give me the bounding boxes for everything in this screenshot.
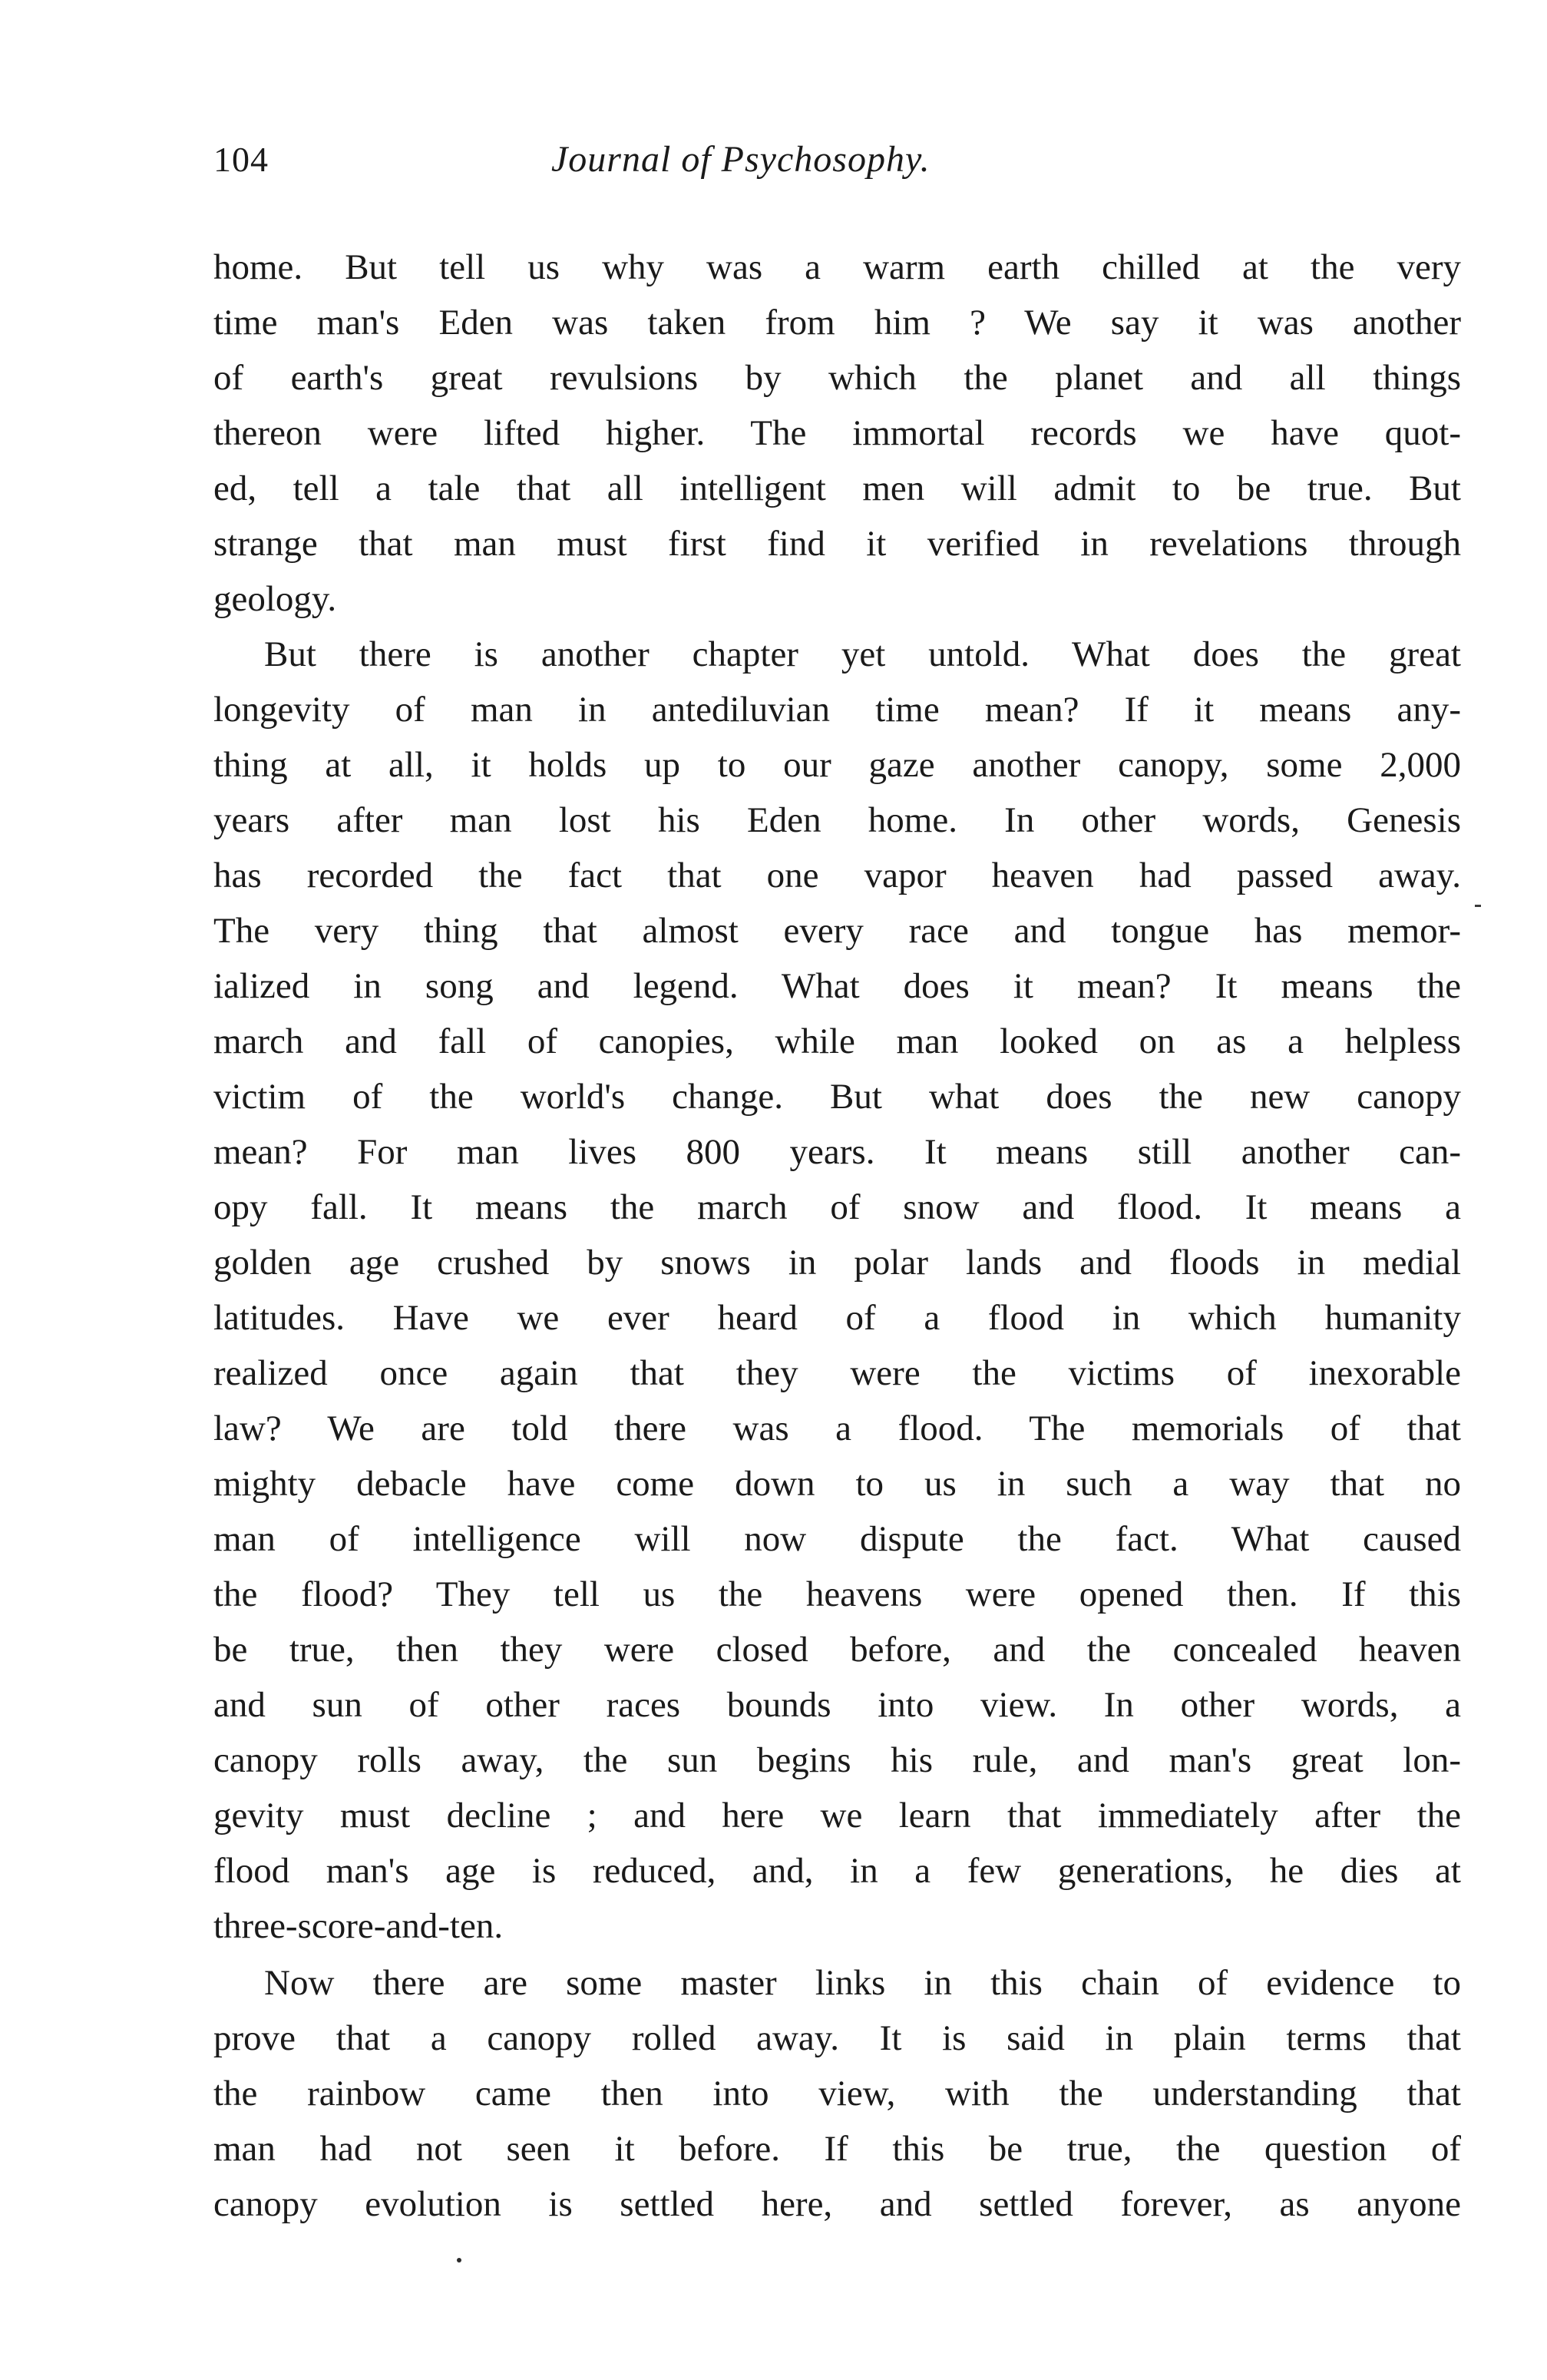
text-line: years after man lost his Eden home. In other words, Genesis (213, 800, 1461, 840)
margin-mark (1475, 905, 1481, 907)
body-text (213, 240, 1461, 2232)
paragraph-start-line: Now there are some master links in this chain of evidence to (264, 1963, 1461, 2003)
text-line: has recorded the fact that one vapor heaven had passed away. (213, 856, 1461, 895)
text-line: The very thing that almost every race and tongue has memor- (213, 911, 1461, 951)
text-line: thing at all, it holds up to our gaze another canopy, some 2,000 (213, 745, 1461, 785)
text-line: of earth's great revulsions by which the planet and all things (213, 358, 1461, 398)
text-line: prove that a canopy rolled away. It is said in plain terms that (213, 2018, 1461, 2058)
text-line: mighty debacle have come down to us in such a way that no (213, 1464, 1461, 1504)
text-line: realized once again that they were the victims of inexorable (213, 1353, 1461, 1393)
text-line: home. But tell us why was a warm earth chilled at the very (213, 247, 1461, 287)
text-line: thereon were lifted higher. The immortal records we have quot- (213, 413, 1461, 453)
text-line: ed, tell a tale that all intelligent men will admit to be true. But (213, 468, 1461, 508)
text-line: time man's Eden was taken from him ? We say it was another (213, 303, 1461, 343)
text-line: canopy rolls away, the sun begins his rule, and man's great lon- (213, 1740, 1461, 1780)
text-line: mean? For man lives 800 years. It means still another can- (213, 1132, 1461, 1172)
text-line: ialized in song and legend. What does it mean? It means the (213, 966, 1461, 1006)
text-line: flood man's age is reduced, and, in a few generations, he dies at (213, 1851, 1461, 1891)
text-line: opy fall. It means the march of snow and flood. It means a (213, 1187, 1461, 1227)
text-line: and sun of other races bounds into view. In other words, a (213, 1685, 1461, 1725)
print-speck (457, 2258, 461, 2262)
text-line: gevity must decline ; and here we learn that immediately after the (213, 1796, 1461, 1835)
text-line: law? We are told there was a flood. The memorials of that (213, 1408, 1461, 1448)
text-line: canopy evolution is settled here, and settled forever, as anyone (213, 2184, 1461, 2224)
text-line: latitudes. Have we ever heard of a flood in which humanity (213, 1298, 1461, 1338)
text-line: man had not seen it before. If this be true, the question of (213, 2129, 1461, 2169)
text-line: man of intelligence will now dispute the fact. What caused (213, 1519, 1461, 1559)
text-line: longevity of man in antediluvian time mean? If it means any- (213, 690, 1461, 730)
text-line: be true, then they were closed before, and the concealed heaven (213, 1630, 1461, 1670)
page-number: 104 (213, 140, 269, 179)
text-line: strange that man must first find it verified in revelations through (213, 524, 1461, 564)
text-line: victim of the world's change. But what does the new canopy (213, 1077, 1461, 1117)
text-line: the rainbow came then into view, with the understanding that (213, 2074, 1461, 2114)
page-header (213, 129, 1461, 190)
text-line: the flood? They tell us the heavens were opened then. If this (213, 1574, 1461, 1614)
text-line: march and fall of canopies, while man looked on as a helpless (213, 1021, 1461, 1061)
text-line: three-score-and-ten. (213, 1906, 504, 1946)
paragraph-start-line: But there is another chapter yet untold. What does the great (264, 634, 1461, 674)
running-head: Journal of Psychosophy. (551, 139, 931, 180)
text-line: golden age crushed by snows in polar lands and floods in medial (213, 1243, 1461, 1283)
text-line: geology. (213, 579, 337, 619)
